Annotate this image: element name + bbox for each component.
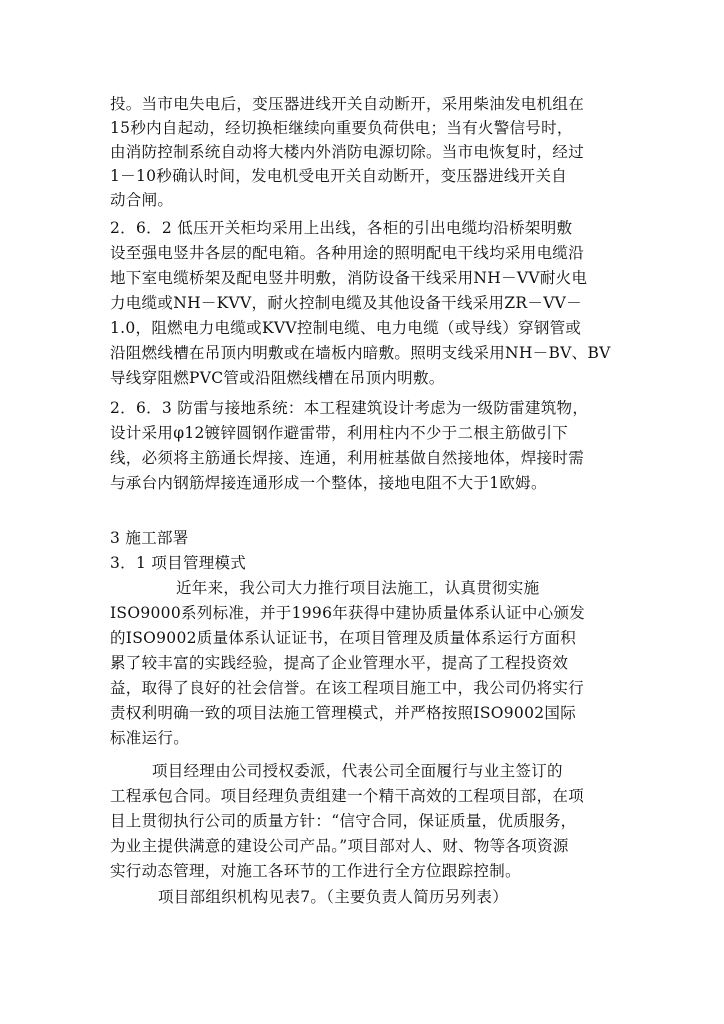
text-line: 力电缆或NH－KVV，耐火控制电缆及其他设备干线采用ZR－VV－ <box>110 294 582 312</box>
text-line: 1－10秒确认时间，发电机受电开关自动断开，变压器进线开关自 <box>110 167 568 185</box>
text-line: 线，必须将主筋通长焊接、连通，利用桩基做自然接地体，焊接时需 <box>110 449 585 467</box>
section-2-6-3: 2．6．3 防雷与接地系统：本工程建筑设计考虑为一级防雷建筑物， <box>110 399 589 417</box>
text-line: 益，取得了良好的社会信誉。在该工程项目施工中，我公司仍将实行 <box>110 679 585 697</box>
text-line: 动合闸。 <box>110 191 174 209</box>
text-line: 的ISO9002质量体系认证证书，在项目管理及质量体系运行方面积 <box>110 629 576 647</box>
text-line: 为业主提供满意的建设公司产品。”项目部对人、财、物等各项资源 <box>110 837 569 855</box>
text-line: 责权利明确一致的项目法施工管理模式，并严格按照ISO9002国际 <box>110 704 576 722</box>
text-line: 1.0，阻燃电力电缆或KVV控制电缆、电力电缆（或导线）穿钢管或 <box>110 319 582 337</box>
paragraph-start: 项目经理由公司授权委派，代表公司全面履行与业主签订的 <box>152 762 563 780</box>
text-line: 15秒内自起动，经切换柜继续向重要负荷供电；当有火警信号时， <box>110 119 573 137</box>
text-line: 设至强电竖井各层的配电箱。各种用途的照明配电干线均采用电缆沿 <box>110 244 585 262</box>
paragraph-start: 近年来，我公司大力推行项目法施工，认真贯彻实施 <box>176 579 540 597</box>
text-line: 标准运行。 <box>110 729 190 747</box>
text-line: 由消防控制系统自动将大楼内外消防电源切除。当市电恢复时，经过 <box>110 143 585 161</box>
section-2-6-2: 2．6．2 低压开关柜均采用上出线，各柜的引出电缆均沿桥架明敷 <box>110 219 573 237</box>
text-line: 设计采用φ12镀锌圆钢作避雷带，利用柱内不少于二根主筋做引下 <box>110 424 569 442</box>
text-line: ISO9000系列标准，并于1996年获得中建协质量体系认证中心颁发 <box>110 604 586 622</box>
text-line: 累了较丰富的实践经验，提高了企业管理水平，提高了工程投资效 <box>110 654 569 672</box>
text-line: 工程承包合同。项目经理负责组建一个精干高效的工程项目部，在项 <box>110 787 585 805</box>
text-line: 目上贯彻执行公司的质量方针：“信守合同，保证质量，优质服务， <box>110 812 577 830</box>
text-line: 与承台内钢筋焊接连通形成一个整体，接地电阻不大于1欧姆。 <box>110 474 547 492</box>
text-line: 导线穿阻燃PVC管或沿阻燃线槽在吊顶内明敷。 <box>110 369 445 387</box>
text-line: 地下室电缆桥架及配电竖井明敷，消防设备干线采用NH－VV耐火电 <box>110 269 588 287</box>
text-line: 沿阻燃线槽在吊顶内明敷或在墙板内暗敷。照明支线采用NH－BV、BV <box>110 344 611 362</box>
heading-section-3-1: 3．1 项目管理模式 <box>110 554 247 572</box>
heading-section-3: 3 施工部署 <box>110 529 189 547</box>
paragraph-start: 项目部组织机构见表7。（主要负责人简历另列表） <box>158 888 509 906</box>
text-line: 投。当市电失电后，变压器进线开关自动断开，采用柴油发电机组在 <box>110 95 585 113</box>
text-line: 实行动态管理，对施工各环节的工作进行全方位跟踪控制。 <box>110 862 521 880</box>
